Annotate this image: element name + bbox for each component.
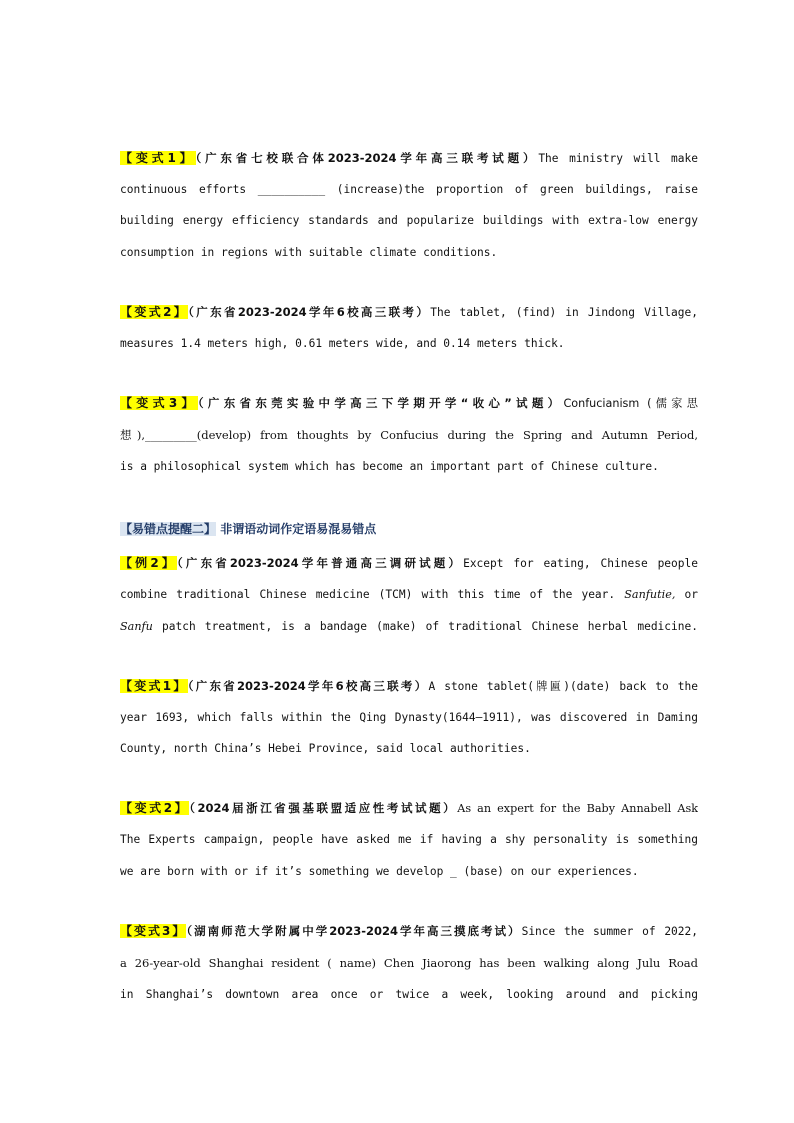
- question-source: （2024届浙江省强基联盟适应性考试试题）: [189, 801, 458, 815]
- variant-1b-line-1: 【变式1】（广东省2023-2024学年6校高三联考）A stone tablet(牌匾)(date) back to the: [120, 679, 698, 693]
- heading-tag: 【易错点提醒二】: [120, 522, 217, 536]
- heading-text: 非谓语动词作定语易混易错点: [216, 522, 377, 536]
- variant-1b-line-2: year 1693, which falls within the Qing Dynasty(1644—1911), was discovered in Daming: [120, 711, 698, 724]
- question-source: （广东省七校联合体2023-2024学年高三联考试题）: [195, 151, 539, 165]
- variant-tag: 【变式3】: [120, 924, 187, 938]
- variant-tag: 【变式2】: [120, 305, 189, 319]
- variant-3-line-1: 【变式3】（广东省东莞实验中学高三下学期开学“收心”试题）Confucianism (儒家思: [120, 396, 698, 410]
- variant-tag: 【变式2】: [120, 801, 190, 815]
- variant-1-line-1: 【变式1】（广东省七校联合体2023-2024学年高三联考试题）The ministry will make: [120, 151, 698, 165]
- variant-tag: 【变式1】: [120, 679, 188, 693]
- variant-1-line-3: building energy efficiency standards and popularize buildings with extra-low energy: [120, 214, 698, 227]
- example-2-line-1: 【例2】（广东省2023-2024学年普通高三调研试题）Except for eating, Chinese people: [120, 556, 698, 570]
- example-tag: 【例2】: [120, 556, 177, 570]
- variant-2b-line-3: we are born with or if it’s something we develop _ (base) on our experiences.: [120, 865, 639, 878]
- variant-3b-line-1: 【变式3】（湖南师范大学附属中学2023-2024学年高三摸底考试）Since the summer of 2022,: [120, 924, 698, 938]
- question-source: （广东省2023-2024学年普通高三调研试题）: [177, 556, 464, 570]
- variant-1b-line-3: County, north China’s Hebei Province, said local authorities.: [120, 742, 531, 755]
- variant-3b-line-2: a 26-year-old Shanghai resident ( name) Chen Jiaorong has been walking along Julu Road: [120, 956, 698, 970]
- variant-3b-line-3: in Shanghai’s downtown area once or twice a week, looking around and picking: [120, 988, 698, 1001]
- question-source: （广东省东莞实验中学高三下学期开学“收心”试题）: [197, 396, 564, 410]
- variant-2-line-2: measures 1.4 meters high, 0.61 meters wide, and 0.14 meters thick.: [120, 337, 565, 350]
- variant-2b-line-2: The Experts campaign, people have asked me if having a shy personality is something: [120, 833, 698, 846]
- variant-tag: 【变式3】: [120, 396, 198, 410]
- variant-1-line-4: consumption in regions with suitable climate conditions.: [120, 246, 498, 259]
- variant-2-line-1: 【变式2】（广东省2023-2024学年6校高三联考）The tablet, (find) in Jindong Village,: [120, 305, 698, 319]
- variant-3-line-3: is a philosophical system which has become an important part of Chinese culture.: [120, 460, 659, 473]
- variant-2b-line-1: 【变式2】（2024届浙江省强基联盟适应性考试试题）As an expert for the Baby Annabell Ask: [120, 801, 698, 815]
- example-2-line-2: combine traditional Chinese medicine (TCM) with this time of the year. Sanfutie, or: [120, 588, 698, 601]
- variant-3-line-2: 想),_________(develop) from thoughts by Confucius during the Spring and Autumn Period,: [120, 428, 698, 442]
- section-heading: [120, 519, 376, 539]
- variant-1-line-2: continuous efforts __________ (increase)the proportion of green buildings, raise: [120, 183, 698, 196]
- question-source: （广东省2023-2024学年6校高三联考）: [188, 305, 431, 319]
- question-source: （湖南师范大学附属中学2023-2024学年高三摸底考试）: [186, 924, 522, 938]
- variant-tag: 【变式1】: [120, 151, 196, 165]
- question-source: （广东省2023-2024学年6校高三联考）: [187, 679, 429, 693]
- example-2-line-3: Sanfu patch treatment, is a bandage (make) of traditional Chinese herbal medicine.: [120, 620, 698, 633]
